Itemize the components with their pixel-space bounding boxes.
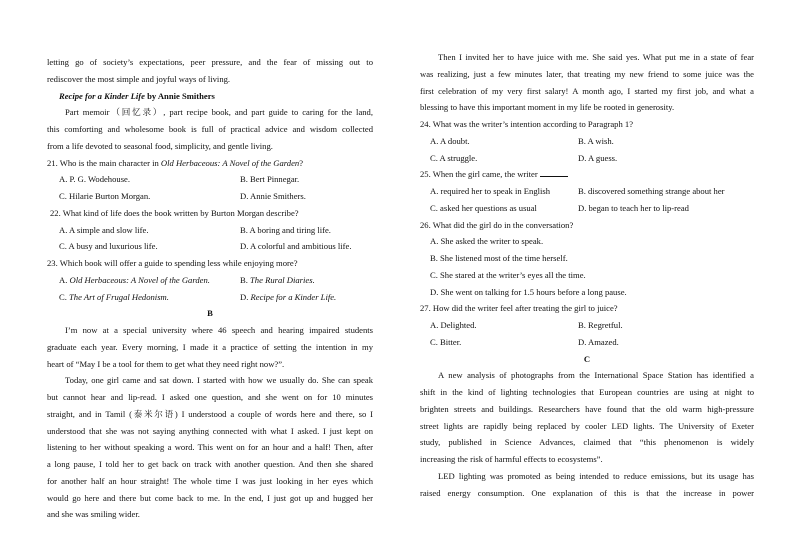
option-letter: A.: [59, 274, 70, 285]
section-heading-c: C: [583, 353, 591, 364]
question-26-stem: 26. What did the girl do in the conversation?: [420, 219, 574, 230]
paragraph-line: blessing to have this important moment in my life be rooted in generosity.: [420, 102, 675, 113]
question-23-stem: 23. Which book will offer a guide to spending less while enjoying more?: [47, 258, 298, 268]
option-a: [59, 272, 240, 289]
option-c: C. Bitter.: [430, 336, 462, 347]
paragraph-line: understood that she was not saying anything connected with what I asked. I just kept on: [47, 425, 373, 436]
option-c: C. asked her questions as usual: [430, 202, 537, 213]
question-24-stem: 24. What was the writer’s intention according to Paragraph 1?: [420, 119, 634, 129]
book-author: by Annie Smithers: [147, 90, 215, 101]
question-27-options: [420, 334, 754, 351]
option-d: D. Annie Smithers.: [240, 191, 306, 201]
stem-italic: Old Herbaceous: A Novel of the Garden: [160, 157, 300, 168]
option-italic: Old Herbaceous: A Novel of the Garden.: [69, 274, 210, 285]
paragraph-line: from a life devoted to seasonal food, simplicity, and gentle living.: [47, 140, 273, 151]
stem-text: 21. Who is the main character in: [47, 157, 161, 168]
paragraph-line: increasing the risk of harmful effects to ecosystems”.: [420, 454, 603, 464]
question-22-options: [47, 238, 373, 255]
option-a: A. She asked the writer to speak.: [430, 236, 544, 247]
question-24-options: [420, 133, 754, 150]
question-22-stem: 22. What kind of life does the book written by Burton Morgan describe?: [50, 207, 299, 218]
paragraph-line: A new analysis of photographs from the International Space Station has identified a: [438, 370, 754, 381]
option-d: D. began to teach her to lip-read: [578, 202, 689, 213]
book-title-text: Recipe for a Kinder Life: [59, 90, 145, 101]
option-b: B. Bert Pinnegar.: [240, 174, 300, 185]
paragraph-line: LED lighting was promoted as being intended to reduce emissions, but its usage has: [438, 470, 754, 481]
option-b: B. A boring and tiring life.: [240, 224, 331, 235]
paragraph-line: and she was smiling wider.: [47, 509, 140, 520]
option-a: A. P. G. Wodehouse.: [59, 174, 131, 185]
left-column: [47, 54, 373, 523]
paragraph-line: for another half an hour straight! The whole time I was just looking in her eyes which: [47, 475, 373, 486]
option-c: C. A busy and luxurious life.: [59, 241, 158, 252]
paragraph-line: street lights are rapidly being replaced by cooler LED lights. The University of Exeter: [420, 420, 754, 431]
question-25-stem: [420, 166, 754, 183]
paragraph-line: first celebration of my very first salary! A month ago, I started my first job, and what a: [420, 85, 754, 96]
book-title: [47, 88, 373, 105]
question-24-options: [420, 150, 754, 167]
paragraph-line: raised energy consumption. One explanation of this is that the increase in power: [420, 487, 754, 498]
paragraph-line: brighten streets and buildings. Researchers have found that the old warm high-pressure: [420, 403, 754, 414]
question-21-options: [47, 171, 373, 188]
question-27-stem: 27. How did the writer feel after treating the girl to juice?: [420, 303, 618, 314]
option-a: A. Delighted.: [430, 320, 477, 330]
paragraph-line: shift in the kind of lighting technologies that European countries are using at night to: [420, 387, 754, 397]
option-a: A. required her to speak in English: [430, 186, 551, 196]
question-25-options: [420, 200, 754, 217]
option-letter: C.: [59, 291, 70, 302]
question-21-options: [47, 188, 373, 205]
stem-text: 25. When the girl came, the writer: [420, 169, 538, 180]
question-21-stem: [47, 155, 373, 172]
question-23-options: [47, 272, 373, 289]
paragraph-line: Today, one girl came and sat down. I started with how we usually do. She can speak: [65, 375, 373, 386]
paragraph-line: but cannot hear and lip-read. I asked one question, and she went on for 10 minutes: [47, 392, 373, 402]
option-b: B. A wish.: [578, 135, 614, 146]
option-c: C. Hilarie Burton Morgan.: [59, 191, 151, 201]
paragraph-line: straight, and in Tamil (泰米尔语) I understood a couple of words here and there, so I: [47, 408, 373, 419]
option-letter: D.: [240, 291, 251, 302]
option-d: D. A colorful and ambitious life.: [240, 241, 352, 252]
option-b: [240, 272, 373, 289]
paragraph-line: this comforting and wholesome book is full of practical advice and wisdom collected: [47, 124, 373, 134]
option-a: A. A doubt.: [430, 135, 470, 146]
paragraph-line: graduate each year. Every morning, I made it a practice of setting the intention in my: [47, 341, 373, 352]
question-22-options: [47, 222, 373, 239]
paragraph-line: I’m now at a special university where 46 speech and hearing impaired students: [65, 325, 373, 335]
section-heading-b: B: [207, 308, 213, 319]
option-c: C. A struggle.: [430, 152, 478, 163]
option-d: [240, 289, 373, 306]
option-d: D. She went on talking for 1.5 hours before a long pause.: [430, 286, 627, 297]
question-27-options: [420, 317, 754, 334]
option-a: A. A simple and slow life.: [59, 224, 149, 235]
option-b: B. Regretful.: [578, 320, 623, 330]
option-c: [59, 289, 240, 306]
option-letter: B.: [240, 274, 251, 285]
option-d: D. Amazed.: [578, 336, 619, 347]
question-25-options: [420, 183, 754, 200]
paragraph-line: study, published in Science Advances, claimed that “this phenomenon is widely: [420, 437, 754, 448]
paragraph-line: Then I invited her to have juice with me. She said yes. What put me in a state of fear: [438, 52, 754, 62]
question-23-options: [47, 289, 373, 306]
right-column: [420, 49, 754, 501]
option-italic: The Art of Frugal Hedonism.: [69, 291, 169, 302]
option-italic: Recipe for a Kinder Life.: [250, 291, 337, 302]
option-d: D. A guess.: [578, 152, 618, 163]
stem-text: ?: [299, 157, 304, 168]
paragraph-line: was realizing, just a few minutes later, that treating my new friend to some juice was the: [420, 68, 754, 79]
paragraph-line: letting go of society’s expectations, peer pressure, and the fear of missing out to: [47, 57, 373, 67]
paragraph-line: a long pause, I told her to get back on track with another question. And then she shared: [47, 459, 373, 469]
option-italic: The Rural Diaries.: [250, 274, 315, 285]
paragraph-line: would go here and there but come back to me. In the end, I just got up and hugged her: [47, 492, 373, 503]
paragraph-line: Part memoir（回忆录）, part recipe book, and part guide to caring for the land,: [65, 107, 373, 118]
option-b: B. She listened most of the time herself.: [430, 253, 568, 263]
paragraph-line: listening to her without speaking a word. This went on for an hour and a half! Then, after: [47, 442, 373, 453]
option-b: B. discovered something strange about her: [578, 186, 725, 196]
answer-blank: [540, 168, 568, 177]
paragraph-line: heart of “May I be a tool for them to get what they need right now?”.: [47, 358, 285, 369]
option-c: C. She stared at the writer’s eyes all the time.: [430, 269, 586, 280]
paragraph-line: rediscover the most simple and joyful ways of living.: [47, 73, 231, 84]
